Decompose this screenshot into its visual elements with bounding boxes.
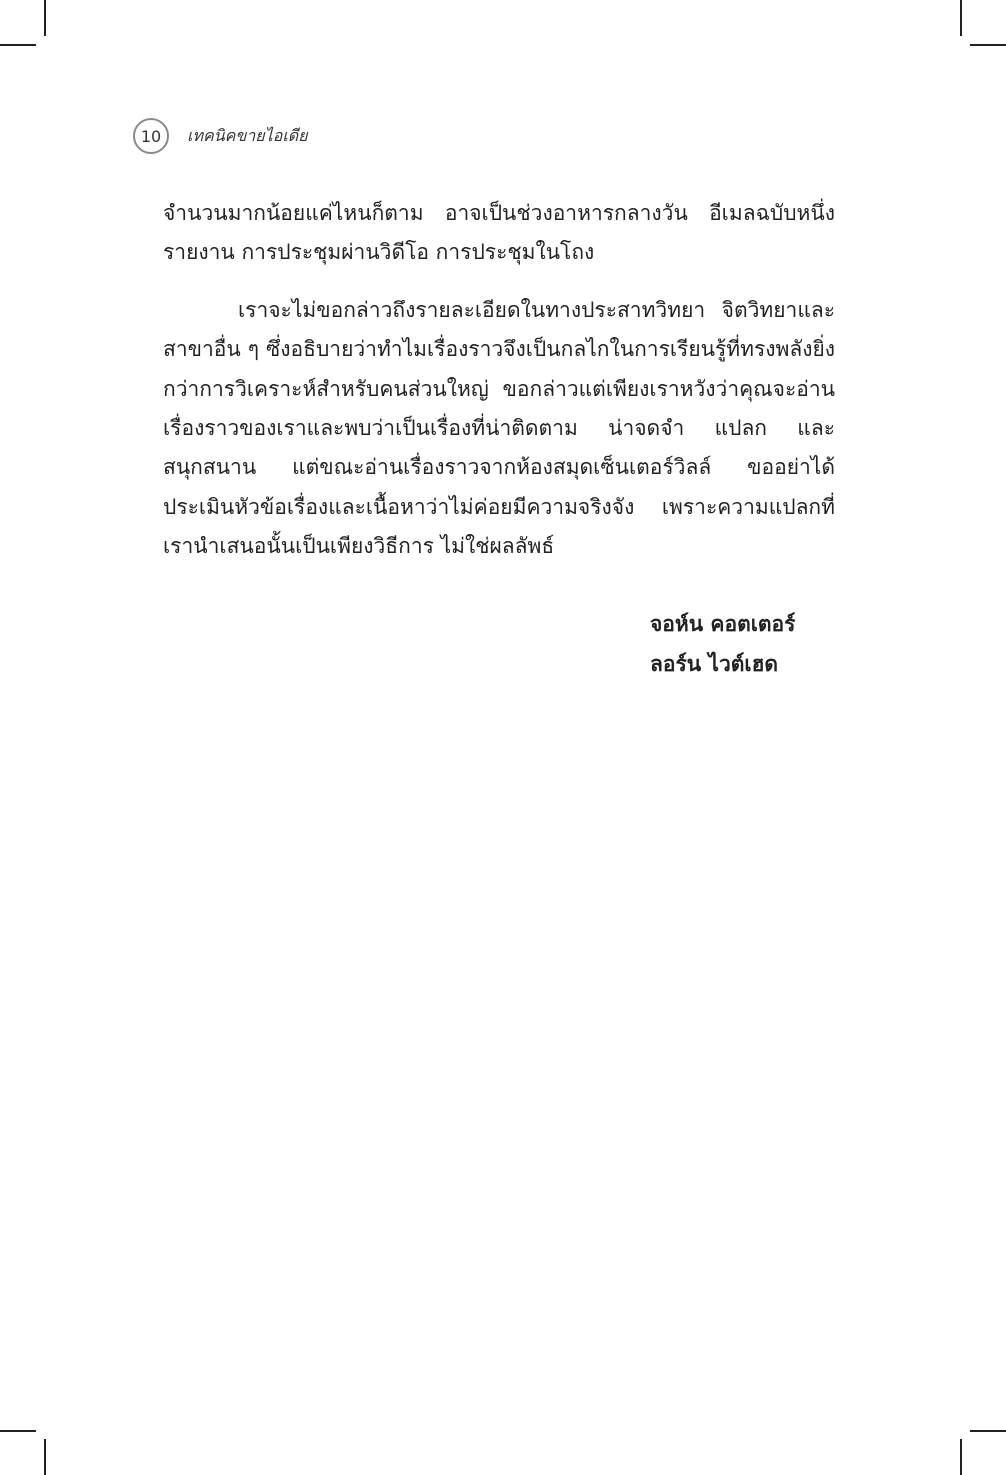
running-header — [133, 116, 308, 156]
page-number: 10 — [133, 118, 169, 154]
author-name: จอห์น คอตเตอร์ — [650, 612, 796, 636]
page-body — [163, 194, 835, 567]
crop-mark — [0, 1430, 36, 1432]
crop-mark — [44, 0, 46, 36]
crop-mark — [960, 0, 962, 36]
crop-mark — [970, 1430, 1006, 1432]
author-signature — [650, 604, 795, 684]
crop-mark — [970, 44, 1006, 46]
paragraph: จำนวนมากน้อยแค่ไหนก็ตาม อาจเป็นช่วงอาหารกลางวัน อีเมลฉบับหนึ่ง รายงาน การประชุมผ่านวิดีโอ การประชุมในโถง — [163, 201, 835, 265]
author-name: ลอร์น ไวต์เฮด — [650, 652, 779, 676]
running-title: เทคนิคขายไอเดีย — [187, 125, 308, 145]
paragraph: เราจะไม่ขอกล่าวถึงรายละเอียดในทางประสาทวิทยา จิตวิทยาและสาขาอื่น ๆ ซึ่งอธิบายว่าทำไมเรื่องราวจึงเป็นกลไกในการเรียนรู้ที่ทรงพลังยิ่งกว่าการวิเคราะห์สำหรับคนส่วนใหญ่ ขอกล่าวแต่เพียงเราหวังว่าคุณจะอ่านเรื่องราวของเราและพบว่าเป็นเรื่องที่น่าติดตาม น่าจดจำ แปลก และสนุกสนาน แต่ขณะอ่านเรื่องราวจากห้องสมุดเซ็นเตอร์วิลล์ ขออย่าได้ประเมินหัวข้อเรื่องและเนื้อหาว่าไม่ค่อยมีความจริงจัง เพราะความแปลกที่เรานำเสนอนั้นเป็นเพียงวิธีการ ไม่ใช่ผลลัพธ์ — [163, 297, 835, 559]
crop-mark — [44, 1439, 46, 1475]
crop-mark — [0, 44, 36, 46]
crop-mark — [960, 1439, 962, 1475]
